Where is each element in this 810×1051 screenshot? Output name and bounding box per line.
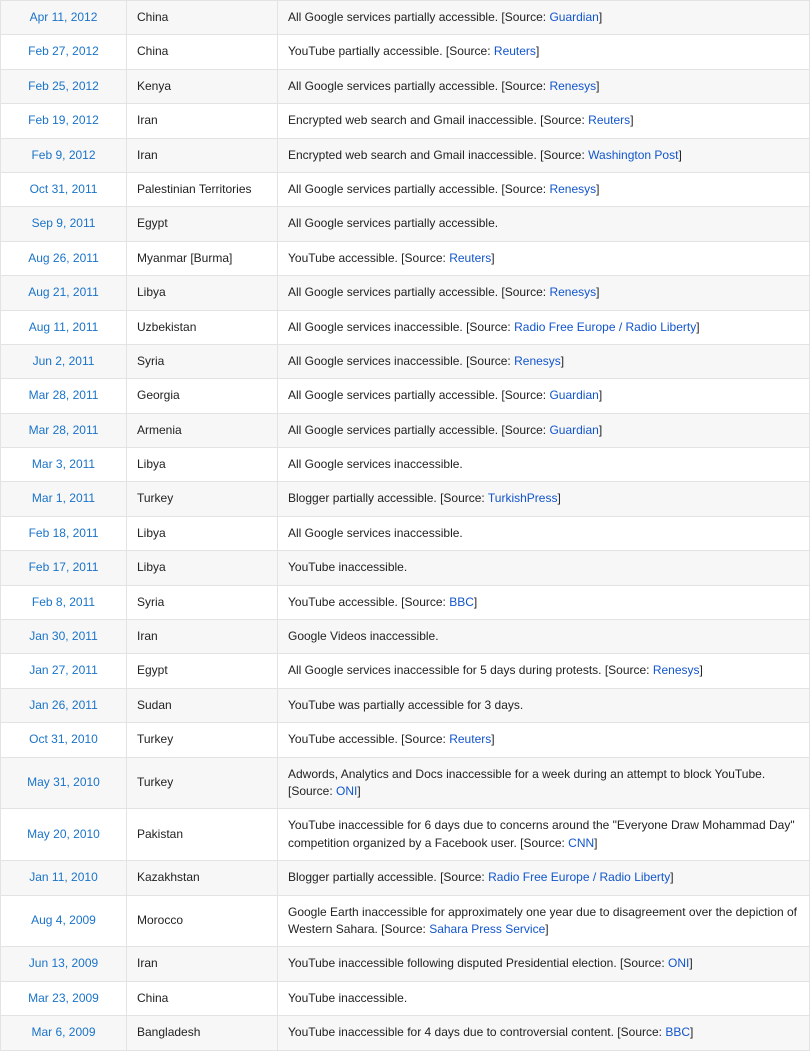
table-row [1, 620, 810, 654]
table-row [1, 482, 810, 516]
cell-description [278, 981, 810, 1015]
table-row [1, 448, 810, 482]
table-row [1, 172, 810, 206]
cell-date [1, 551, 127, 585]
cell-description [278, 947, 810, 981]
date-link[interactable]: May 31, 2010 [27, 775, 100, 790]
cell-date [1, 516, 127, 550]
table-row [1, 585, 810, 619]
date-link[interactable]: Feb 17, 2011 [28, 560, 99, 575]
country-label: Sudan [137, 697, 172, 712]
description-text: YouTube accessible. [Source: [288, 732, 450, 747]
date-link[interactable]: Feb 8, 2011 [31, 594, 96, 609]
description-suffix: ] [670, 870, 674, 885]
cell-description [278, 895, 810, 947]
source-link[interactable]: Renesys [549, 78, 597, 93]
description-text: All Google services partially accessible. [Source: [288, 78, 550, 93]
cell-country [127, 1, 278, 35]
cell-country [127, 448, 278, 482]
description-suffix: ] [598, 388, 603, 403]
cell-country [127, 344, 278, 378]
description-text: YouTube inaccessible. [288, 990, 408, 1005]
cell-country [127, 688, 278, 722]
cell-date [1, 895, 127, 947]
cell-date [1, 1, 127, 35]
country-label: Morocco [137, 913, 184, 928]
cell-country [127, 482, 278, 516]
source-link[interactable]: BBC [449, 594, 474, 609]
cell-date [1, 482, 127, 516]
cell-date [1, 981, 127, 1015]
source-link[interactable]: Reuters [588, 113, 631, 128]
cell-date [1, 809, 127, 861]
cell-date [1, 104, 127, 138]
cell-country [127, 104, 278, 138]
cell-description [278, 1016, 810, 1050]
cell-description [278, 723, 810, 757]
description-text: Blogger partially accessible. [Source: [288, 870, 489, 885]
cell-country [127, 35, 278, 69]
description-text: YouTube partially accessible. [Source: [288, 44, 494, 59]
description-suffix: ] [491, 732, 495, 747]
date-link[interactable]: Aug 21, 2011 [28, 285, 99, 300]
cell-description [278, 448, 810, 482]
country-label: Iran [137, 629, 158, 644]
date-link[interactable]: Mar 23, 2009 [28, 990, 99, 1005]
table-row [1, 207, 810, 241]
description-suffix: ] [630, 113, 634, 128]
date-link[interactable]: Feb 27, 2012 [28, 44, 99, 59]
cell-country [127, 809, 278, 861]
cell-date [1, 310, 127, 344]
cell-country [127, 723, 278, 757]
table-row [1, 551, 810, 585]
cell-description [278, 104, 810, 138]
description-suffix: ] [678, 147, 682, 162]
cell-description [278, 276, 810, 310]
country-label: Iran [137, 113, 158, 128]
table-row [1, 1016, 810, 1050]
cell-date [1, 172, 127, 206]
description-text: All Google services partially accessible. [Source: [288, 422, 550, 437]
source-link[interactable]: Guardian [549, 10, 599, 24]
cell-country [127, 981, 278, 1015]
cell-date [1, 276, 127, 310]
country-label: Egypt [137, 663, 168, 678]
cell-description [278, 551, 810, 585]
cell-description [278, 207, 810, 241]
description-text: YouTube was partially accessible for 3 days. [288, 697, 524, 712]
table-row [1, 310, 810, 344]
description-text: YouTube accessible. [Source: [288, 594, 450, 609]
date-link[interactable]: Aug 4, 2009 [31, 913, 96, 928]
source-link[interactable]: Renesys [549, 285, 597, 300]
cell-date [1, 448, 127, 482]
description-text: All Google services inaccessible. [288, 525, 463, 540]
table-row [1, 344, 810, 378]
table-row [1, 241, 810, 275]
cell-date [1, 620, 127, 654]
cell-date [1, 241, 127, 275]
country-label: Myanmar [Burma] [137, 250, 233, 265]
cell-date [1, 379, 127, 413]
cell-description [278, 809, 810, 861]
table-row [1, 723, 810, 757]
description-suffix: ] [535, 44, 540, 59]
source-link[interactable]: Sahara Press Service [429, 921, 546, 936]
description-suffix: ] [357, 783, 361, 798]
description-text: Encrypted web search and Gmail inaccessible. [Source: [288, 147, 589, 162]
description-text: Google Videos inaccessible. [288, 629, 439, 644]
date-link[interactable]: Aug 26, 2011 [28, 250, 99, 265]
date-link[interactable]: Aug 11, 2011 [28, 319, 99, 334]
cell-description [278, 69, 810, 103]
country-label: Egypt [137, 216, 168, 231]
cell-description [278, 35, 810, 69]
cell-country [127, 947, 278, 981]
cell-description [278, 172, 810, 206]
cell-description [278, 757, 810, 809]
cell-description [278, 1, 810, 35]
date-link[interactable]: Mar 28, 2011 [28, 388, 99, 403]
country-label: Turkey [137, 775, 174, 790]
country-label: Syria [137, 594, 165, 609]
source-link[interactable]: Renesys [549, 181, 597, 196]
country-label: Libya [137, 457, 166, 472]
cell-country [127, 861, 278, 895]
country-label: Pakistan [137, 827, 184, 842]
table-row [1, 981, 810, 1015]
date-link[interactable]: Jan 26, 2011 [29, 697, 98, 712]
cell-country [127, 620, 278, 654]
cell-country [127, 138, 278, 172]
cell-description [278, 138, 810, 172]
country-label: Syria [137, 353, 165, 368]
description-suffix: ] [560, 353, 565, 368]
table-row [1, 276, 810, 310]
description-text: Blogger partially accessible. [Source: [288, 491, 488, 506]
country-label: Libya [137, 560, 166, 575]
description-suffix: ] [596, 78, 600, 93]
source-link[interactable]: CNN [568, 835, 595, 850]
country-label: Uzbekistan [137, 319, 197, 334]
description-text: All Google services partially accessible. [Source: [288, 285, 550, 300]
cell-country [127, 1016, 278, 1050]
cell-date [1, 861, 127, 895]
table-row [1, 1, 810, 35]
date-link[interactable]: Sep 9, 2011 [31, 216, 96, 231]
table-row [1, 654, 810, 688]
cell-date [1, 688, 127, 722]
date-link[interactable]: Jun 2, 2011 [32, 353, 95, 368]
country-label: Iran [137, 956, 158, 971]
country-label: Kenya [137, 78, 172, 93]
table-row [1, 35, 810, 69]
description-text: All Google services inaccessible. [Source: [288, 353, 515, 368]
source-link[interactable]: ONI [336, 783, 358, 798]
date-link[interactable]: Apr 11, 2012 [29, 10, 98, 24]
description-suffix: ] [699, 663, 703, 678]
description-text: YouTube accessible. [Source: [288, 250, 450, 265]
date-link[interactable]: Feb 18, 2011 [28, 525, 99, 540]
table-row [1, 861, 810, 895]
country-label: Turkey [137, 732, 174, 747]
cell-country [127, 207, 278, 241]
date-link[interactable]: Feb 9, 2012 [31, 147, 96, 162]
description-suffix: ] [689, 956, 693, 971]
cell-date [1, 344, 127, 378]
source-link[interactable]: BBC [665, 1025, 691, 1040]
source-link[interactable]: Guardian [549, 388, 599, 403]
cell-country [127, 757, 278, 809]
cell-country [127, 276, 278, 310]
date-link[interactable]: Mar 28, 2011 [28, 422, 99, 437]
cell-date [1, 35, 127, 69]
cell-description [278, 344, 810, 378]
description-suffix: ] [473, 594, 478, 609]
table-row [1, 104, 810, 138]
description-text: All Google services inaccessible for 5 days during protests. [Source: [288, 663, 653, 678]
cell-date [1, 207, 127, 241]
country-label: Turkey [137, 491, 174, 506]
cell-date [1, 757, 127, 809]
source-link[interactable]: Washington Post [588, 147, 679, 162]
description-text: Adwords, Analytics and Docs inaccessible for a week during an attempt to block YouTube. [Source: [288, 766, 766, 798]
source-link[interactable]: Guardian [549, 422, 599, 437]
source-link[interactable]: Reuters [493, 44, 536, 59]
cell-date [1, 138, 127, 172]
cell-date [1, 69, 127, 103]
country-label: Libya [137, 285, 166, 300]
cell-description [278, 585, 810, 619]
table-row [1, 69, 810, 103]
description-suffix: ] [594, 835, 598, 850]
cell-date [1, 723, 127, 757]
cell-description [278, 620, 810, 654]
date-link[interactable]: Jan 11, 2010 [29, 870, 98, 885]
description-suffix: ] [598, 10, 603, 24]
cell-country [127, 379, 278, 413]
table-row [1, 757, 810, 809]
country-label: Libya [137, 525, 166, 540]
cell-description [278, 482, 810, 516]
table-row [1, 138, 810, 172]
date-link[interactable]: Feb 19, 2012 [28, 113, 99, 128]
table-row [1, 516, 810, 550]
country-label: China [137, 10, 169, 24]
cell-description [278, 861, 810, 895]
description-suffix: ] [598, 422, 603, 437]
table-row [1, 895, 810, 947]
table-body [1, 1, 810, 1051]
cell-country [127, 551, 278, 585]
country-label: Armenia [137, 422, 182, 437]
source-link[interactable]: Reuters [449, 732, 492, 747]
table-row [1, 688, 810, 722]
date-link[interactable]: Mar 6, 2009 [31, 1025, 96, 1040]
table-row [1, 809, 810, 861]
cell-date [1, 947, 127, 981]
cell-description [278, 654, 810, 688]
description-text: All Google services partially accessible. [Source: [288, 10, 550, 24]
description-suffix: ] [596, 285, 600, 300]
source-link[interactable]: TurkishPress [487, 491, 558, 506]
cell-date [1, 585, 127, 619]
cell-description [278, 241, 810, 275]
cell-country [127, 69, 278, 103]
description-text: All Google services partially accessible. [288, 216, 499, 231]
description-suffix: ] [596, 181, 600, 196]
table-row [1, 413, 810, 447]
cell-date [1, 654, 127, 688]
date-link[interactable]: Jun 13, 2009 [28, 956, 99, 971]
source-link[interactable]: Radio Free Europe / Radio Liberty [488, 870, 671, 885]
description-text: All Google services inaccessible. [Source: [288, 319, 515, 334]
description-suffix: ] [491, 250, 495, 265]
source-link[interactable]: Reuters [449, 250, 492, 265]
description-text: Encrypted web search and Gmail inaccessible. [Source: [288, 113, 589, 128]
source-link[interactable]: Radio Free Europe / Radio Liberty [514, 319, 697, 334]
table-row [1, 379, 810, 413]
table-row [1, 947, 810, 981]
description-text: All Google services inaccessible. [288, 457, 463, 472]
country-label: China [137, 990, 169, 1005]
description-suffix: ] [557, 491, 561, 506]
cell-country [127, 172, 278, 206]
description-text: All Google services partially accessible. [Source: [288, 181, 550, 196]
cell-country [127, 654, 278, 688]
date-link[interactable]: Mar 3, 2011 [31, 457, 96, 472]
date-link[interactable]: Jan 30, 2011 [29, 629, 98, 644]
date-link[interactable]: Feb 25, 2012 [28, 78, 99, 93]
cell-description [278, 413, 810, 447]
cell-date [1, 413, 127, 447]
cell-date [1, 1016, 127, 1050]
description-suffix: ] [696, 319, 700, 334]
country-label: China [137, 44, 169, 59]
country-label: Iran [137, 147, 158, 162]
cell-description [278, 310, 810, 344]
date-link[interactable]: Mar 1, 2011 [31, 491, 96, 506]
description-text: YouTube inaccessible following disputed Presidential election. [Source: [288, 956, 669, 971]
source-link[interactable]: Renesys [652, 663, 700, 678]
description-text: All Google services partially accessible. [Source: [288, 388, 550, 403]
cell-country [127, 413, 278, 447]
source-link[interactable]: Renesys [514, 353, 561, 368]
date-link[interactable]: Oct 31, 2010 [29, 732, 98, 747]
country-label: Georgia [137, 388, 180, 403]
description-text: YouTube inaccessible for 6 days due to concerns around the "Everyone Draw Mohammad Day" competition organized by a Facebook user. [Source: [288, 818, 795, 850]
description-text: Google Earth inaccessible for approximately one year due to disagreement over the depiction of Western Sahara. [Source: [288, 904, 797, 936]
country-label: Palestinian Territories [137, 181, 252, 196]
cell-country [127, 516, 278, 550]
cell-description [278, 516, 810, 550]
cell-country [127, 895, 278, 947]
description-suffix: ] [690, 1025, 694, 1040]
country-label: Kazakhstan [137, 870, 200, 885]
date-link[interactable]: May 20, 2010 [27, 827, 100, 842]
cell-country [127, 241, 278, 275]
date-link[interactable]: Oct 31, 2011 [29, 181, 98, 196]
description-text: YouTube inaccessible for 4 days due to controversial content. [Source: [288, 1025, 666, 1040]
country-label: Bangladesh [137, 1025, 201, 1040]
cell-country [127, 585, 278, 619]
cell-description [278, 379, 810, 413]
description-suffix: ] [545, 921, 549, 936]
description-text: YouTube inaccessible. [288, 560, 408, 575]
cell-description [278, 688, 810, 722]
source-link[interactable]: ONI [668, 956, 690, 971]
date-link[interactable]: Jan 27, 2011 [29, 663, 98, 678]
cell-country [127, 310, 278, 344]
